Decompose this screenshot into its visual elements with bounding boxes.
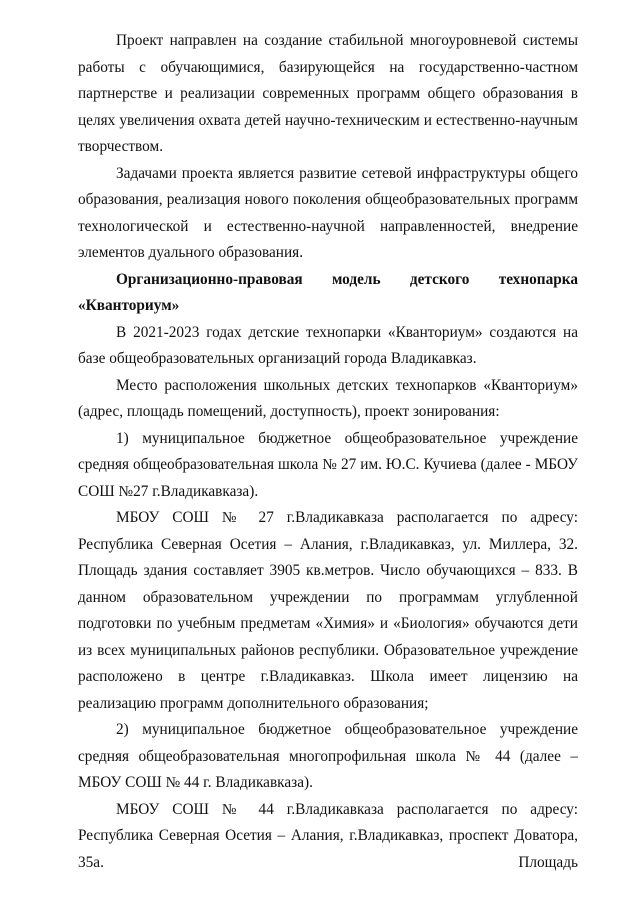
paragraph-project-tasks: Задачами проекта является развитие сетевой инфраструктуры общего образования, реализация нового поколения общеобразовательных программ технологической и естественно-научной направленностей, внедрение элементов дуального образования. — [78, 164, 578, 261]
section-heading-model: Организационно-правовая модель детского технопарка «Кванториум» — [78, 270, 578, 314]
paragraph-location-intro: Место расположения школьных детских технопарков «Кванториум» (адрес, площадь помещений, доступность), проект зонирования: — [78, 376, 578, 420]
paragraph-project-goal: Проект направлен на создание стабильной многоуровневой системы работы с обучающимися, базирующейся на государственно-частном партнерстве и реализации современных программ общего образования в целях увеличения охвата детей научно-техническим и естественно-научным творчеством. — [78, 32, 578, 155]
list-item-school-44: 2) муниципальное бюджетное общеобразовательное учреждение средняя общеобразовательная многопрофильная школа № 44 (далее – МБОУ СОШ № 44 г. Владикавказа). — [78, 721, 578, 791]
list-item-school-27: 1) муниципальное бюджетное общеобразовательное учреждение средняя общеобразовательная школа № 27 им. Ю.С. Кучиева (далее - МБОУ СОШ №27 г.Владикавказа). — [78, 429, 578, 500]
paragraph-school-44-details: МБОУ СОШ № 44 г.Владикавказа располагается по адресу: Республика Северная Осетия – Алания, г.Владикавказ, проспект Доватора, 35а. Площадь — [78, 800, 578, 871]
paragraph-years: В 2021-2023 годах детские технопарки «Кванториум» создаются на базе общеобразовательных организаций города Владикавказ. — [78, 323, 578, 367]
paragraph-school-27-details: МБОУ СОШ № 27 г.Владикавказа располагается по адресу: Республика Северная Осетия – Алания, г.Владикавказ, ул. Миллера, 32. Площадь здания составляет 3905 кв.метров. Число обучающихся – 833. В данном образовательном учреждении по программам углубленной подготовки по учебным предметам «Химия» и «Биология» обучаются дети из всех муниципальных районов республики. Образовательное учреждение расположено в центре г.Владикавказ. Школа имеет лицензию на реализацию программ дополнительного образования; — [78, 509, 578, 712]
document-page — [78, 28, 578, 888]
